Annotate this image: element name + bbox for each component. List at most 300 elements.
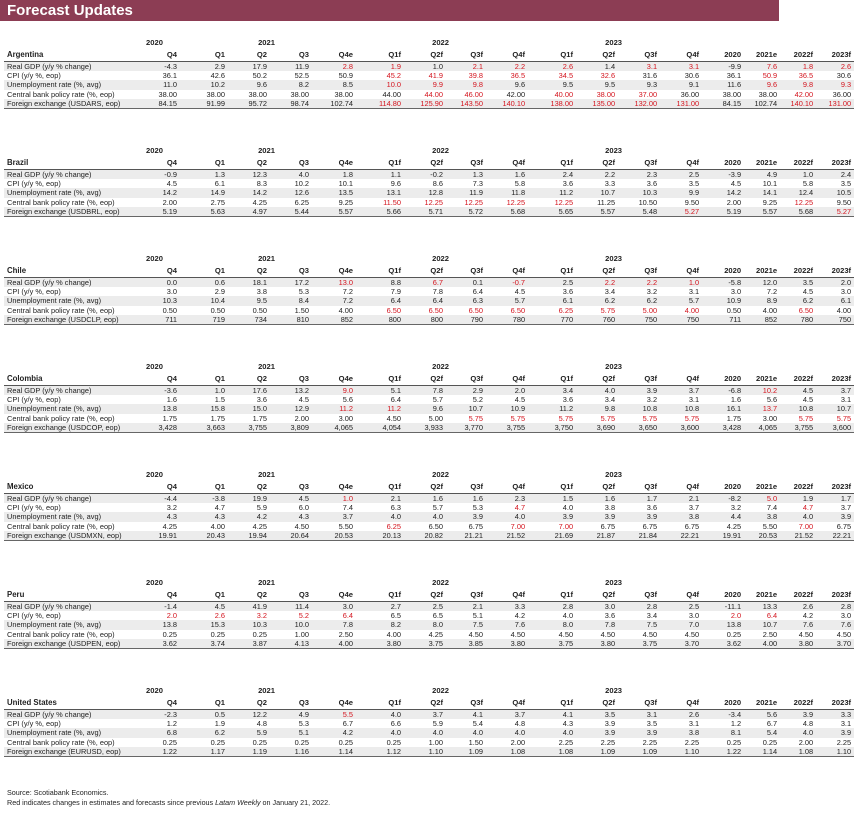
table-row	[4, 512, 854, 521]
red-note-text: Red indicates changes in estimates and forecasts since previous	[7, 798, 216, 807]
value-cell: 10.2	[294, 179, 309, 189]
red-note-date: on January 21, 2022.	[260, 798, 331, 807]
table-row	[4, 179, 854, 188]
year-header-row	[4, 361, 854, 373]
year-header: 2022	[432, 578, 449, 587]
value-cell: 4.25	[252, 521, 267, 531]
value-cell: 3.9	[780, 710, 816, 720]
value-cell: 1.75	[726, 413, 742, 423]
value-cell: 7.5	[446, 620, 486, 629]
value-cell: 3.75	[528, 639, 576, 649]
year-header: 2022	[432, 254, 449, 263]
value-cell: 131.00	[816, 99, 854, 109]
value-cell: 7.6	[780, 620, 816, 629]
value-cell: 1.0	[404, 62, 446, 72]
value-cell: 4.0	[446, 728, 486, 737]
value-cell: 6.7	[766, 719, 778, 729]
value-cell: 3,770	[446, 423, 486, 433]
value-cell: 2.00	[798, 737, 814, 747]
value-cell: 5.75	[510, 413, 526, 423]
value-cell: 52.5	[294, 71, 309, 81]
value-cell: 4.1	[446, 710, 486, 720]
value-cell: 4.8	[802, 719, 814, 729]
value-cell: 3.80	[576, 639, 618, 649]
period-header: Q2	[256, 590, 267, 599]
year-header: 2021	[258, 578, 275, 587]
value-cell: 1.6	[576, 494, 618, 504]
value-cell: 140.10	[780, 99, 816, 109]
value-cell: 1.12	[356, 747, 404, 757]
value-cell: 6.5	[390, 611, 402, 621]
table-row	[4, 62, 854, 72]
value-cell: 6.25	[558, 305, 574, 315]
value-cell: 6.7	[404, 278, 446, 288]
period-header: 2023f	[831, 482, 852, 491]
value-cell: 5.75	[600, 413, 616, 423]
value-cell: 1.75	[210, 413, 225, 423]
value-cell: 5.1	[472, 611, 484, 621]
value-cell: 10.8	[660, 404, 702, 413]
value-cell: 4.5	[514, 287, 526, 297]
country-name: Mexico	[7, 482, 34, 491]
value-cell: 8.0	[528, 620, 576, 629]
value-cell: 3.2	[166, 503, 177, 513]
value-cell: 711	[702, 315, 744, 325]
source-note: Source: Scotiabank Economics.	[7, 788, 109, 797]
value-cell: 44.00	[382, 89, 402, 99]
value-cell: 4.2	[802, 611, 814, 621]
value-cell: 4.00	[744, 639, 780, 649]
value-cell: 3.2	[730, 503, 742, 513]
quarter-header-row	[4, 481, 854, 494]
year-header: 2022	[432, 38, 449, 47]
period-header: Q1f	[388, 698, 402, 707]
value-cell: 6.7	[342, 719, 354, 729]
value-cell: 3.1	[688, 719, 700, 729]
table-row	[4, 494, 854, 504]
period-header: Q1f	[560, 50, 574, 59]
value-cell: 5.3	[472, 503, 484, 513]
value-cell: 6.4	[472, 287, 484, 297]
period-header: Q2f	[430, 590, 444, 599]
value-cell: 0.25	[162, 737, 177, 747]
value-cell: 4.0	[356, 512, 404, 521]
indicator-label: Real GDP (y/y % change)	[4, 278, 132, 288]
value-cell: 17.6	[228, 386, 270, 396]
value-cell: 6.75	[642, 521, 658, 531]
value-cell: 5.27	[816, 207, 854, 217]
value-cell: 1.3	[446, 170, 486, 180]
value-cell: 4.5	[514, 395, 526, 405]
value-cell: 3.8	[256, 287, 267, 297]
quarter-header-row	[4, 697, 854, 710]
value-cell: 1.3	[180, 170, 228, 180]
period-header: Q1f	[388, 374, 402, 383]
period-header: Q3f	[470, 482, 484, 491]
value-cell: 4.0	[562, 611, 574, 621]
quarter-header-row	[4, 373, 854, 386]
value-cell: 5.68	[780, 207, 816, 217]
value-cell: 32.6	[600, 71, 616, 81]
period-header: Q1f	[560, 590, 574, 599]
value-cell: 10.2	[744, 386, 780, 396]
value-cell: 3.1	[840, 719, 852, 729]
blank-cell	[4, 145, 132, 157]
period-header: 2023f	[831, 50, 852, 59]
value-cell: 9.8	[780, 80, 816, 89]
value-cell: 1.6	[166, 395, 177, 405]
period-header: Q2	[256, 50, 267, 59]
value-cell: 3.00	[762, 413, 778, 423]
value-cell: 4.1	[528, 710, 576, 720]
value-cell: 5.00	[428, 413, 444, 423]
period-header: Q4	[166, 158, 177, 167]
value-cell: 5.2	[298, 611, 309, 621]
value-cell: 3.1	[618, 710, 660, 720]
table-row	[4, 414, 854, 423]
value-cell: 5.8	[514, 179, 526, 189]
value-cell: 3.9	[576, 512, 618, 521]
indicator-label: Foreign exchange (USDCLP, eop)	[4, 315, 132, 325]
value-cell: 7.6	[744, 62, 780, 72]
value-cell: 37.00	[638, 89, 658, 99]
period-header: Q1f	[388, 158, 402, 167]
indicator-label: Central bank policy rate (%, eop)	[7, 521, 115, 531]
value-cell: 98.74	[270, 99, 312, 109]
value-cell: 810	[270, 315, 312, 325]
value-cell: 12.25	[424, 197, 444, 207]
table-row	[4, 386, 854, 396]
value-cell: 5.7	[432, 395, 444, 405]
value-cell: 2.1	[356, 494, 404, 504]
value-cell: 1.10	[816, 747, 854, 757]
value-cell: 1.00	[428, 737, 444, 747]
value-cell: 4.2	[312, 728, 356, 737]
value-cell: 2.00	[294, 413, 309, 423]
value-cell: 8.8	[356, 278, 404, 288]
value-cell: 4.00	[684, 305, 700, 315]
value-cell: 3.2	[646, 287, 658, 297]
value-cell: 1.19	[228, 747, 270, 757]
value-cell: 4.0	[486, 728, 528, 737]
indicator-label: Real GDP (y/y % change)	[4, 170, 132, 180]
page-title: Forecast Updates	[0, 0, 779, 21]
value-cell: 10.1	[762, 179, 778, 189]
value-cell: 15.0	[228, 404, 270, 413]
year-header: 2021	[258, 686, 275, 695]
value-cell: 1.16	[270, 747, 312, 757]
value-cell: 38.00	[290, 89, 309, 99]
forecast-table	[4, 685, 854, 757]
period-header: Q2f	[430, 482, 444, 491]
forecast-table	[4, 361, 854, 433]
value-cell: 2.8	[618, 602, 660, 612]
value-cell: 2.9	[180, 62, 228, 72]
value-cell: 5.6	[766, 395, 778, 405]
blank-cell	[4, 253, 132, 265]
value-cell: 11.2	[528, 188, 576, 197]
value-cell: 4.0	[780, 512, 816, 521]
value-cell: 4.50	[836, 629, 852, 639]
value-cell: 12.9	[270, 404, 312, 413]
value-cell: 10.50	[638, 197, 658, 207]
value-cell: 9.50	[684, 197, 700, 207]
value-cell: 13.3	[744, 602, 780, 612]
year-header: 2020	[146, 38, 163, 47]
quarter-header-row	[4, 157, 854, 170]
value-cell: 9.9	[660, 188, 702, 197]
period-header: Q4f	[686, 50, 700, 59]
value-cell: 3.8	[660, 728, 702, 737]
value-cell: 2.25	[642, 737, 658, 747]
value-cell: 3,428	[702, 423, 744, 433]
value-cell: 7.00	[558, 521, 574, 531]
value-cell: 5.75	[600, 305, 616, 315]
table-row	[4, 278, 854, 288]
country-section	[4, 469, 852, 577]
value-cell: 21.21	[446, 531, 486, 541]
value-cell: 2.4	[528, 170, 576, 180]
value-cell: 4.3	[180, 512, 228, 521]
value-cell: 6.1	[214, 179, 225, 189]
value-cell: 38.00	[334, 89, 354, 99]
value-cell: -5.8	[702, 278, 744, 288]
year-header: 2020	[146, 686, 163, 695]
value-cell: 10.9	[486, 404, 528, 413]
value-cell: 13.8	[132, 620, 180, 629]
value-cell: 8.0	[404, 620, 446, 629]
value-cell: 4.00	[386, 629, 402, 639]
value-cell: 3.3	[604, 179, 616, 189]
value-cell: 5.50	[338, 521, 354, 531]
forecast-tables	[4, 37, 852, 793]
value-cell: 9.6	[390, 179, 402, 189]
value-cell: 3.5	[646, 719, 658, 729]
value-cell: 8.6	[432, 179, 444, 189]
value-cell: 6.75	[600, 521, 616, 531]
quarter-header-row	[4, 589, 854, 602]
year-header-row	[4, 469, 854, 481]
value-cell: 5.68	[486, 207, 528, 217]
value-cell: 2.25	[558, 737, 574, 747]
period-header: Q4	[166, 50, 177, 59]
period-header: Q3	[298, 590, 309, 599]
indicator-label: Foreign exchange (USDPEN, eop)	[4, 639, 132, 649]
period-header: 2021e	[755, 158, 778, 167]
value-cell: 10.3	[132, 296, 180, 305]
value-cell: 6.1	[816, 296, 854, 305]
value-cell: 2.8	[816, 602, 854, 612]
period-header: Q3	[298, 698, 309, 707]
value-cell: 4.3	[132, 512, 180, 521]
period-header: Q4e	[338, 50, 354, 59]
value-cell: 2.5	[660, 602, 702, 612]
period-header: Q3f	[644, 590, 658, 599]
value-cell: 2.25	[684, 737, 700, 747]
value-cell: 5.6	[744, 710, 780, 720]
period-header: 2021e	[755, 50, 778, 59]
period-header: Q1f	[388, 50, 402, 59]
value-cell: 1.6	[486, 170, 528, 180]
period-header: 2022f	[793, 590, 814, 599]
value-cell: 0.1	[446, 278, 486, 288]
value-cell: 760	[576, 315, 618, 325]
value-cell: 3.9	[618, 728, 660, 737]
value-cell: 5.9	[228, 728, 270, 737]
value-cell: 125.90	[404, 99, 446, 109]
value-cell: 1.10	[404, 747, 446, 757]
table-row	[4, 639, 854, 649]
blank-cell	[702, 361, 854, 373]
value-cell: 6.4	[356, 296, 404, 305]
table-row	[4, 71, 854, 80]
forecast-table	[4, 577, 854, 649]
value-cell: 6.75	[684, 521, 700, 531]
indicator-label: Foreign exchange (EURUSD, eop)	[4, 747, 132, 757]
value-cell: -0.7	[486, 278, 528, 288]
value-cell: 9.6	[744, 80, 780, 89]
value-cell: -0.2	[404, 170, 446, 180]
value-cell: 4.5	[802, 395, 814, 405]
period-header: Q1f	[560, 698, 574, 707]
value-cell: 0.25	[762, 737, 778, 747]
blank-cell	[702, 37, 854, 49]
value-cell: 42.6	[210, 71, 225, 81]
period-header: 2020	[724, 50, 742, 59]
value-cell: 10.7	[816, 404, 854, 413]
value-cell: 4.0	[780, 728, 816, 737]
period-header: Q1	[214, 266, 225, 275]
value-cell: 10.8	[618, 404, 660, 413]
value-cell: 36.5	[798, 71, 814, 81]
period-header: Q3f	[470, 374, 484, 383]
value-cell: 5.75	[798, 413, 814, 423]
value-cell: 3.62	[702, 639, 744, 649]
value-cell: 12.0	[744, 278, 780, 288]
value-cell: 3.1	[618, 62, 660, 72]
value-cell: 4.50	[294, 521, 309, 531]
value-cell: 5.5	[312, 710, 356, 720]
value-cell: 11.8	[486, 188, 528, 197]
value-cell: 10.7	[744, 620, 780, 629]
value-cell: 45.2	[386, 71, 402, 81]
period-header: Q1f	[560, 158, 574, 167]
value-cell: 3.4	[646, 611, 658, 621]
value-cell: 9.8	[446, 80, 486, 89]
year-header: 2022	[432, 146, 449, 155]
value-cell: 9.5	[528, 80, 576, 89]
indicator-label: Unemployment rate (%, avg)	[4, 512, 132, 521]
value-cell: 36.1	[726, 71, 742, 81]
table-row	[4, 207, 854, 217]
period-header: Q2f	[430, 266, 444, 275]
table-row	[4, 296, 854, 305]
value-cell: 12.8	[404, 188, 446, 197]
value-cell: 3.9	[816, 512, 854, 521]
value-cell: 6.8	[132, 728, 180, 737]
indicator-label: Central bank policy rate (%, eop)	[7, 89, 115, 99]
value-cell: 3.1	[660, 62, 702, 72]
value-cell: 21.87	[576, 531, 618, 541]
value-cell: 711	[132, 315, 180, 325]
value-cell: 14.2	[228, 188, 270, 197]
period-header: Q4f	[686, 590, 700, 599]
value-cell: -4.3	[132, 62, 180, 72]
value-cell: -3.8	[180, 494, 228, 504]
country-section	[4, 577, 852, 685]
value-cell: 7.8	[312, 620, 356, 629]
value-cell: 14.9	[180, 188, 228, 197]
value-cell: 2.6	[660, 710, 702, 720]
period-header: Q4	[166, 590, 177, 599]
value-cell: 1.9	[214, 719, 225, 729]
value-cell: 38.00	[158, 89, 177, 99]
period-header: Q2	[256, 698, 267, 707]
period-header: Q1	[214, 50, 225, 59]
value-cell: 2.0	[166, 611, 177, 621]
value-cell: 2.6	[214, 611, 225, 621]
value-cell: 5.7	[660, 296, 702, 305]
value-cell: 4.0	[356, 710, 404, 720]
value-cell: 1.50	[468, 737, 484, 747]
period-header: Q3f	[644, 698, 658, 707]
period-header: Q3f	[470, 50, 484, 59]
value-cell: 5.7	[486, 296, 528, 305]
value-cell: 4.0	[404, 728, 446, 737]
value-cell: 6.5	[432, 611, 444, 621]
period-header: 2022f	[793, 158, 814, 167]
table-row	[4, 738, 854, 747]
value-cell: -0.9	[132, 170, 180, 180]
value-cell: 7.3	[472, 179, 484, 189]
value-cell: 7.00	[510, 521, 526, 531]
value-cell: 5.4	[472, 719, 484, 729]
blank-cell	[4, 361, 132, 373]
period-header: 2020	[724, 482, 742, 491]
period-header: Q1	[214, 482, 225, 491]
value-cell: 770	[528, 315, 576, 325]
year-header: 2021	[258, 38, 275, 47]
quarter-header-row	[4, 49, 854, 62]
value-cell: 3.75	[618, 639, 660, 649]
value-cell: 20.53	[312, 531, 356, 541]
indicator-label: Unemployment rate (%, avg)	[4, 620, 132, 629]
period-header: Q1f	[560, 482, 574, 491]
value-cell: 1.0	[660, 278, 702, 288]
value-cell: 1.0	[780, 170, 816, 180]
period-header: Q2f	[430, 698, 444, 707]
value-cell: 1.75	[162, 413, 177, 423]
value-cell: 1.1	[356, 170, 404, 180]
value-cell: 1.22	[132, 747, 180, 757]
blank-cell	[4, 37, 132, 49]
value-cell: 9.25	[762, 197, 778, 207]
value-cell: 0.50	[726, 305, 742, 315]
value-cell: 3.5	[840, 179, 852, 189]
year-header: 2023	[605, 254, 623, 263]
value-cell: 4.3	[270, 512, 312, 521]
value-cell: 3.0	[840, 611, 852, 621]
period-header: Q2	[256, 158, 267, 167]
period-header: 2022f	[793, 266, 814, 275]
value-cell: 10.0	[270, 620, 312, 629]
indicator-label: Foreign exchange (USDARS, eop)	[4, 99, 132, 109]
value-cell: 0.25	[252, 629, 267, 639]
value-cell: 800	[356, 315, 404, 325]
period-header: Q3	[298, 50, 309, 59]
period-header: 2021e	[755, 698, 778, 707]
value-cell: 13.1	[356, 188, 404, 197]
